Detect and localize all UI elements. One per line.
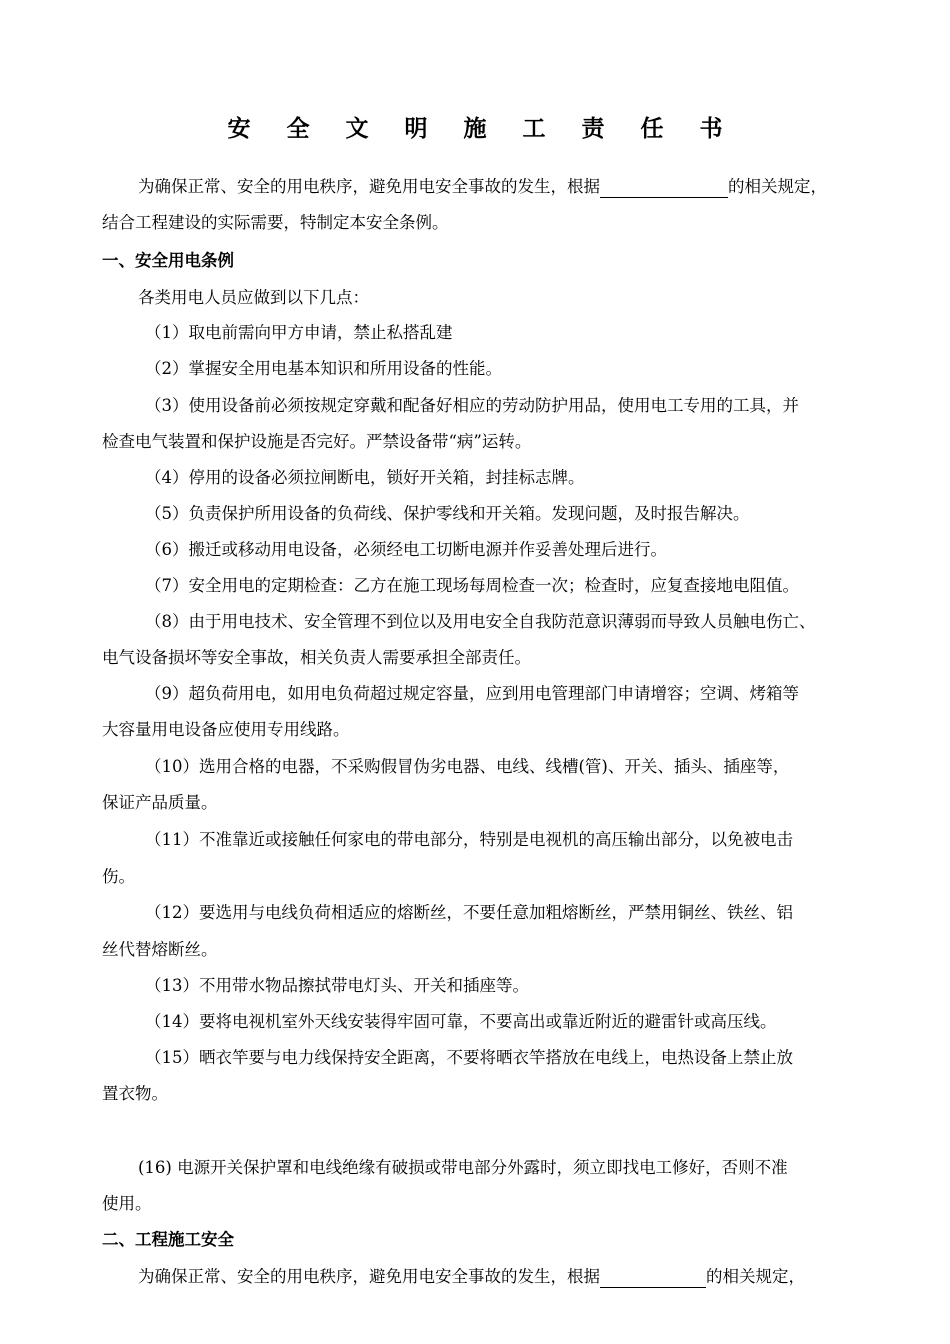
section2-text-after-blank: 的相关规定， [706,1267,805,1286]
rule-item-16: (16) 电源开关保护罩和电线绝缘有破损或带电部分外露时，须立即找电工修好，否则不准 [138,1158,788,1177]
rule-item-8: （8）由于用电技术、安全管理不到位以及用电安全自我防范意识薄弱而导致人员触电伤亡、 [145,612,816,631]
section1-lead: 各类用电人员应做到以下几点： [138,288,369,307]
rule-item-5: （5）负责保护所用设备的负荷线、保护零线和开关箱。发现问题，及时报告解决。 [145,504,750,523]
rule-item-13: （13）不用带水物品擦拭带电灯头、开关和插座等。 [145,976,529,995]
intro-text-before-blank: 为确保正常、安全的用电秩序，避免用电安全事故的发生，根据 [138,177,600,196]
fill-in-blank[interactable] [600,178,728,198]
section2-text-before-blank: 为确保正常、安全的用电秩序，避免用电安全事故的发生，根据 [138,1267,600,1286]
rule-item-15-cont: 置衣物。 [102,1084,168,1103]
intro-line-2: 结合工程建设的实际需要，特制定本安全条例。 [102,213,449,232]
rule-item-14: （14）要将电视机室外天线安装得牢固可靠，不要高出或靠近附近的避雷针或高压线。 [145,1012,777,1031]
rule-item-3: （3）使用设备前必须按规定穿戴和配备好相应的劳动防护用品，使用电工专用的工具，并 [145,396,799,415]
rule-item-11-cont: 伤。 [102,867,135,886]
rule-item-10-cont: 保证产品质量。 [102,793,218,812]
rule-item-8-cont: 电气设备损坏等安全事故，相关负责人需要承担全部责任。 [102,648,531,667]
fill-in-blank[interactable] [600,1268,706,1288]
rule-item-7: （7）安全用电的定期检查：乙方在施工现场每周检查一次；检查时，应复查接地电阻值。 [145,576,799,595]
rule-item-6: （6）搬迁或移动用电设备，必须经电工切断电源并作妥善处理后进行。 [145,540,667,559]
rule-item-16-cont: 使用。 [102,1194,152,1213]
rule-item-12: （12）要选用与电线负荷相适应的熔断丝，不要任意加粗熔断丝，严禁用铜丝、铁丝、铝 [145,903,793,922]
rule-item-9: （9）超负荷用电，如用电负荷超过规定容量，应到用电管理部门申请增容；空调、烤箱等 [145,684,799,703]
rule-item-1: （1）取电前需向甲方申请，禁止私搭乱建 [145,323,453,342]
intro-line-1 [138,176,938,198]
document-title: 安 全 文 明 施 工 责 任 书 [227,115,737,142]
section2-heading: 二、工程施工安全 [102,1230,234,1249]
rule-item-10: （10）选用合格的电器，不采购假冒伪劣电器、电线、线槽(管)、开关、插头、插座等， [145,757,790,776]
rule-item-3-cont: 检查电气装置和保护设施是否完好。严禁设备带“病”运转。 [102,432,532,451]
section1-heading: 一、安全用电条例 [102,251,234,270]
section2-line-1 [138,1266,938,1288]
rule-item-2: （2）掌握安全用电基本知识和所用设备的性能。 [145,359,502,378]
rule-item-15: （15）晒衣竿要与电力线保持安全距离，不要将晒衣竿搭放在电线上，电热设备上禁止放 [145,1048,793,1067]
rule-item-4: （4）停用的设备必须拉闸断电，锁好开关箱，封挂标志牌。 [145,468,585,487]
intro-text-after-blank: 的相关规定， [728,177,827,196]
rule-item-11: （11）不准靠近或接触任何家电的带电部分，特别是电视机的高压输出部分，以免被电击 [145,830,793,849]
rule-item-9-cont: 大容量用电设备应使用专用线路。 [102,720,350,739]
rule-item-12-cont: 丝代替熔断丝。 [102,940,218,959]
